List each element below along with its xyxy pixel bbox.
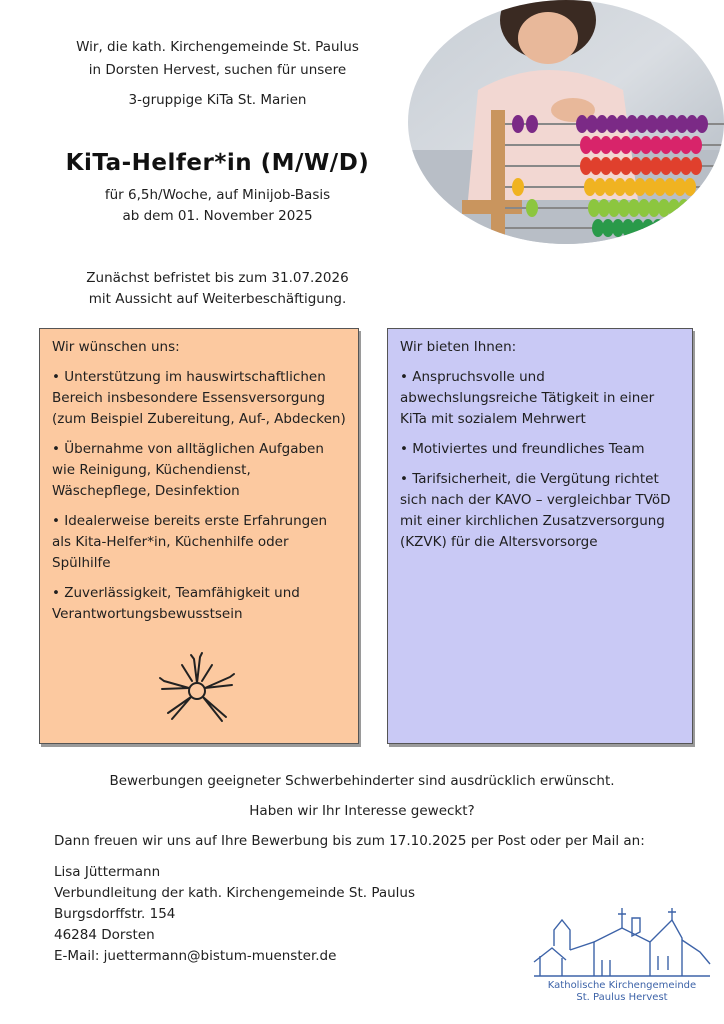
job-term-1: Zunächst befristet bis zum 31.07.2026 <box>86 270 349 286</box>
job-term-2: mit Aussicht auf Weiterbeschäftigung. <box>88 291 347 307</box>
church-logo <box>532 900 712 1010</box>
job-title: KiTa-Helfer*in (M/W/D) <box>65 150 370 176</box>
contact-block <box>54 862 415 967</box>
wishes-item: • Idealerweise bereits erste Erfahrungen als Kita-Helfer*in, Küchenhilfe oder Spülhilfe <box>52 513 328 571</box>
contact-role: Verbundleitung der kath. Kirchengemeinde St. Paulus <box>54 885 416 901</box>
child-abacus-photo <box>408 0 724 244</box>
offers-item: • Motiviertes und freundliches Team <box>400 441 645 457</box>
intro-line-2: in Dorsten Hervest, suchen für unsere <box>88 62 347 78</box>
closing-line-3: Dann freuen wir uns auf Ihre Bewerbung bis zum 17.10.2025 per Post oder per Mail an: <box>54 833 645 849</box>
intro-line-1: Wir, die kath. Kirchengemeinde St. Paulus <box>76 39 359 55</box>
wishes-item: • Zuverlässigkeit, Teamfähigkeit und Verantwortungsbewusstsein <box>52 585 300 622</box>
wishes-item: • Übernahme von alltäglichen Aufgaben wie Reinigung, Küchendienst, Wäschepflege, Desinfektion <box>52 441 324 499</box>
hands-circle-icon <box>152 651 242 731</box>
closing-line-1: Bewerbungen geeigneter Schwerbehinderter sind ausdrücklich erwünscht. <box>109 773 615 789</box>
contact-email[interactable]: E-Mail: juettermann@bistum-muenster.de <box>54 948 337 964</box>
job-start: ab dem 01. November 2025 <box>122 208 313 224</box>
logo-text-line-2: St. Paulus Hervest <box>576 992 668 1003</box>
offers-heading: Wir bieten Ihnen: <box>400 339 517 355</box>
job-hours: für 6,5h/Woche, auf Minijob-Basis <box>104 187 331 203</box>
contact-city: 46284 Dorsten <box>54 927 155 943</box>
logo-text-line-1: Katholische Kirchengemeinde <box>547 980 697 991</box>
offers-item: • Tarifsicherheit, die Vergütung richtet sich nach der KAVO – vergleichbar TVöD mit einer kirchlichen Zusatzversorgung (KZVK) für die Altersvorsorge <box>400 471 671 550</box>
wishes-heading: Wir wünschen uns: <box>52 339 180 355</box>
wishes-box <box>39 328 359 744</box>
contact-street: Burgsdorffstr. 154 <box>54 906 176 922</box>
wishes-item: • Unterstützung im hauswirtschaftlichen Bereich insbesondere Essensversorgung (zum Beispiel Zubereitung, Auf-, Abdecken) <box>52 369 346 427</box>
offers-item: • Anspruchsvolle und abwechslungsreiche Tätigkeit in einer KiTa mit sozialem Mehrwert <box>400 369 655 427</box>
offers-box <box>387 328 693 744</box>
closing-line-2: Haben wir Ihr Interesse geweckt? <box>249 803 475 819</box>
contact-name: Lisa Jüttermann <box>54 864 161 880</box>
intro-line-3: 3-gruppige KiTa St. Marien <box>128 92 307 108</box>
